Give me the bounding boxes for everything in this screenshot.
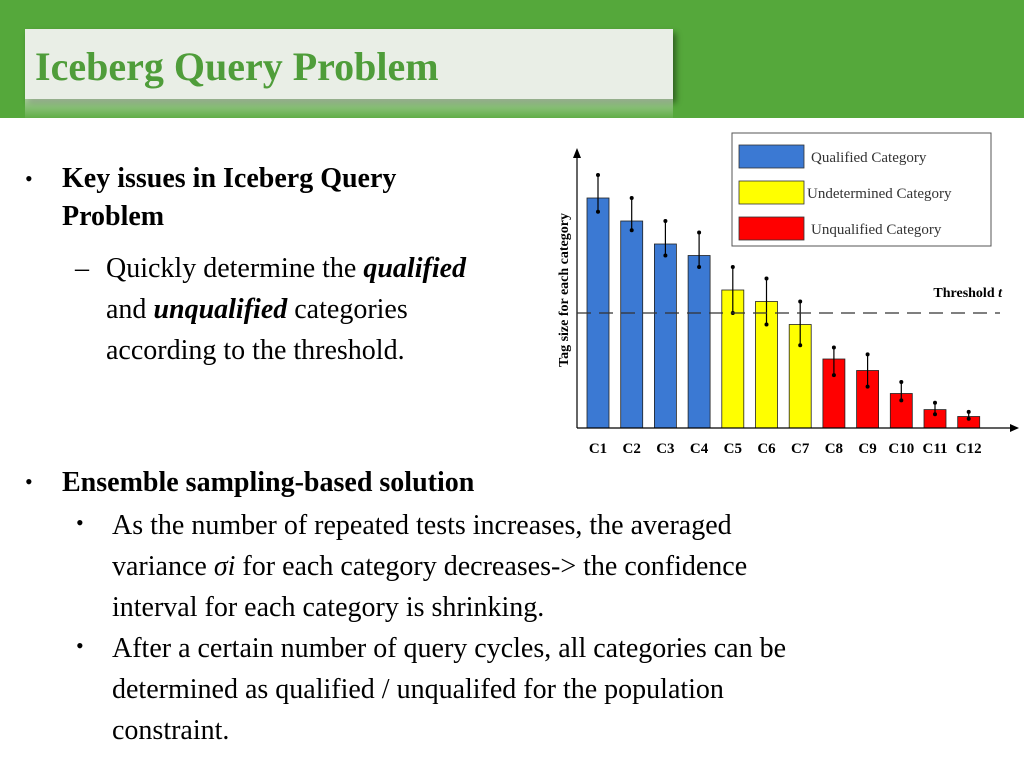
tick-label-c9: C9 (858, 441, 877, 457)
legend-label-1: Undetermined Category (807, 186, 952, 202)
tick-label-c3: C3 (656, 441, 675, 457)
error-cap-high-c5 (731, 265, 735, 269)
error-cap-low-c3 (663, 254, 667, 258)
error-cap-low-c8 (832, 373, 836, 377)
error-cap-high-c8 (832, 346, 836, 350)
bullet-dot: • (76, 510, 84, 535)
tick-label-c7: C7 (791, 441, 810, 457)
bar-c2 (621, 221, 643, 428)
error-cap-high-c12 (967, 410, 971, 414)
bar-c3 (654, 244, 676, 428)
error-cap-high-c3 (663, 219, 667, 223)
tick-label-c10: C10 (888, 441, 915, 457)
sub2-2-line-3: constraint. (112, 715, 230, 746)
sub-dash: – (75, 253, 89, 284)
error-cap-low-c7 (798, 343, 802, 347)
sub2-1-line-1: As the number of repeated tests increases, the averaged (112, 510, 732, 541)
bullet-1-line-2: Problem (62, 201, 165, 232)
sub-text-pre: Quickly determine the (106, 253, 364, 284)
sub-text-post: categories (287, 294, 408, 325)
error-cap-high-c6 (765, 277, 769, 281)
legend-swatch-1 (739, 181, 804, 204)
sub2-1-line-2 (112, 546, 747, 587)
error-cap-low-c10 (899, 398, 903, 402)
tick-label-c11: C11 (922, 441, 948, 457)
bullet-2-heading: Ensemble sampling-based solution (62, 467, 475, 498)
error-cap-low-c2 (630, 228, 634, 232)
error-cap-high-c9 (866, 352, 870, 356)
bar-chart (545, 130, 1020, 460)
error-cap-low-c11 (933, 412, 937, 416)
error-cap-low-c12 (967, 417, 971, 421)
sub2-2-line-2: determined as qualified / unqualifed for the population (112, 674, 724, 705)
sub2-2-line-1: After a certain number of query cycles, all categories can be (112, 633, 786, 664)
sub2-1-line-3: interval for each category is shrinking. (112, 592, 545, 623)
x-axis-arrow (1010, 424, 1019, 432)
bar-c4 (688, 256, 710, 429)
variance-post: for each category decreases-> the confidence (235, 551, 748, 582)
sub-line-2 (106, 289, 408, 330)
tick-label-c4: C4 (689, 441, 709, 457)
legend-label-0: Qualified Category (811, 150, 927, 166)
bullet-dot: • (76, 633, 84, 658)
title-reflection (25, 99, 673, 121)
threshold-symbol: t (998, 286, 1002, 301)
error-cap-high-c2 (630, 196, 634, 200)
error-cap-low-c6 (765, 323, 769, 327)
error-cap-low-c1 (596, 210, 600, 214)
title-box (25, 29, 673, 99)
tick-label-c8: C8 (824, 441, 844, 457)
bullet-1-line-1: Key issues in Iceberg Query (62, 163, 397, 194)
tick-label-c1: C1 (588, 441, 608, 457)
bullet-1-heading (62, 160, 396, 236)
bullet-dot: • (25, 166, 33, 191)
legend-swatch-0 (739, 145, 804, 168)
tick-label-c12: C12 (955, 441, 982, 457)
legend-swatch-2 (739, 217, 804, 240)
tick-label-c5: C5 (723, 441, 742, 457)
sub-line-3: according to the threshold. (106, 335, 405, 366)
error-cap-high-c7 (798, 300, 802, 304)
tick-label-c2: C2 (622, 441, 641, 457)
sigma-symbol: σi (213, 551, 236, 582)
error-cap-high-c10 (899, 380, 903, 384)
unqualified-emphasis: unqualified (153, 294, 288, 325)
legend-label-2: Unqualified Category (811, 222, 942, 238)
tick-label-c6: C6 (757, 441, 776, 457)
bullet-dot: • (25, 469, 33, 494)
error-cap-low-c9 (866, 385, 870, 389)
variance-pre: variance (112, 551, 214, 582)
error-cap-high-c4 (697, 231, 701, 235)
y-axis-arrow (573, 148, 581, 158)
error-cap-low-c4 (697, 265, 701, 269)
sub-text-and: and (106, 294, 154, 325)
error-cap-high-c11 (933, 401, 937, 405)
error-cap-high-c1 (596, 173, 600, 177)
page-title: Iceberg Query Problem (35, 44, 439, 89)
sub-line-1 (106, 248, 466, 289)
qualified-emphasis: qualified (363, 253, 467, 284)
y-axis-label: Tag size for each category (557, 213, 572, 367)
threshold-label: Threshold t (933, 286, 1002, 301)
